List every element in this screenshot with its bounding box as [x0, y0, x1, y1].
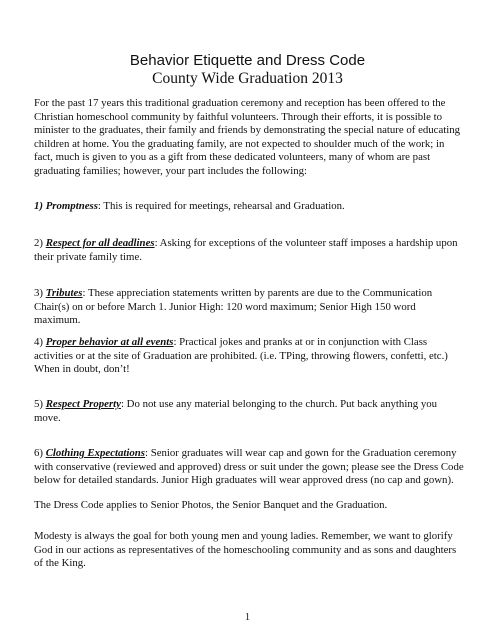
item-number: 2)	[34, 237, 43, 249]
item-label: Tributes	[45, 287, 83, 299]
item-tributes	[34, 287, 464, 328]
item-number: 4)	[34, 336, 43, 348]
item-text: : These appreciation statements written by parents are due to the Communication Chair(s) on or before March 1. Junior High: 120 word maximum; Senior High 150 word maximum.	[34, 287, 433, 327]
item-text: : This is required for meetings, rehearsal and Graduation.	[97, 200, 345, 212]
item-number: 5)	[34, 398, 43, 410]
item-text: : Asking for exceptions of the volunteer staff imposes a hardship upon their private family time.	[34, 237, 458, 263]
document-title: Behavior Etiquette and Dress Code	[129, 52, 366, 69]
item-number: 1)	[34, 200, 43, 212]
closing-paragraph: Modesty is always the goal for both young men and young ladies. Remember, we want to glorify God in our actions as representatives of the homeschooling community and as sons and daughters of the King.	[34, 530, 457, 570]
item-deadlines	[34, 237, 464, 264]
item-text: : Practical jokes and pranks at or in conjunction with Class activities or at the site of Graduation are prohibited. (i.e. TPing, throwing flowers, confetti, etc.) When in doubt, don’t!	[34, 336, 448, 376]
document-subtitle: County Wide Graduation 2013	[152, 70, 343, 87]
intro-paragraph: For the past 17 years this traditional graduation ceremony and reception has been offered to the Christian homeschool community by faithful volunteers. Through their efforts, it is possible to minister to the graduates, their family and friends by demonstrating the special nature of educating children at home. You the graduating family, are not expected to shoulder much of the work; in fact, much is given to you as a gift from these dedicated volunteers, many of whom are past graduating families; however, your part includes the following:	[34, 97, 461, 177]
item-promptness	[34, 200, 464, 214]
item-property	[34, 398, 464, 425]
item-text: : Senior graduates will wear cap and gown for the Graduation ceremony with conservative (reviewed and approved) dress or suit under the gown; please see the Dress Code below for detailed standards. Junior High graduates will wear approved dress (no cap and gown).	[34, 447, 464, 487]
page-number: 1	[245, 612, 250, 623]
item-clothing	[34, 447, 464, 488]
dress-code-note: The Dress Code applies to Senior Photos, the Senior Banquet and the Graduation.	[34, 499, 388, 511]
item-label: Respect Property	[45, 398, 121, 410]
item-number: 6)	[34, 447, 43, 459]
item-label: Clothing Expectations	[45, 447, 145, 459]
item-label: Proper behavior at all events	[45, 336, 174, 348]
item-number: 3)	[34, 287, 43, 299]
item-label: Promptness	[45, 200, 98, 212]
item-label: Respect for all deadlines	[45, 237, 155, 249]
item-text: : Do not use any material belonging to the church. Put back anything you move.	[34, 398, 438, 424]
item-behavior	[34, 336, 464, 377]
